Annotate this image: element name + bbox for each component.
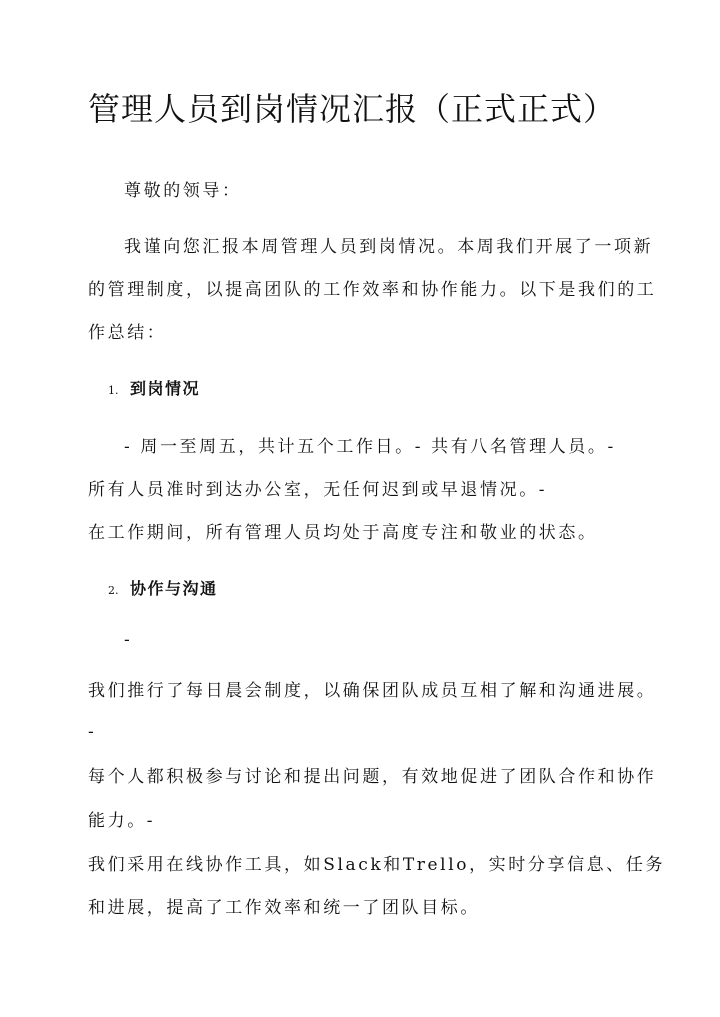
section-1-line-3: 在工作期间，所有管理人员均处于高度专注和敬业的状态。 xyxy=(88,523,598,543)
section-heading-collaboration xyxy=(108,576,218,599)
section-heading-attendance xyxy=(108,376,200,399)
section-number: 1. xyxy=(108,384,119,397)
intro-line-2: 的管理制度，以提高团队的工作效率和协作能力。以下是我们的工 xyxy=(88,280,657,300)
section-2-line-5: 能力。- xyxy=(88,811,156,831)
section-title: 协作与沟通 xyxy=(130,579,218,598)
section-title: 到岗情况 xyxy=(130,379,201,398)
section-2-line-7: 和进展，提高了工作效率和统一了团队目标。 xyxy=(88,898,480,918)
section-2-line-4: 每个人都积极参与讨论和提出问题，有效地促进了团队合作和协作 xyxy=(88,767,657,787)
section-2-line-2: 我们推行了每日晨会制度，以确保团队成员互相了解和沟通进展。 xyxy=(88,681,657,701)
section-2-line-1: - xyxy=(124,630,133,650)
salutation: 尊敬的领导： xyxy=(124,181,242,201)
section-1-line-1: - 周一至周五，共计五个工作日。- 共有八名管理人员。- xyxy=(124,437,616,457)
intro-line-3: 作总结： xyxy=(88,323,167,343)
intro-line-1: 我谨向您汇报本周管理人员到岗情况。本周我们开展了一项新 xyxy=(124,237,654,257)
section-2-line-6: 我们采用在线协作工具，如Slack和Trello，实时分享信息、任务 xyxy=(88,855,666,875)
document-title: 管理人员到岗情况汇报（正式正式） xyxy=(88,90,617,128)
section-1-line-2: 所有人员准时到达办公室，无任何迟到或早退情况。- xyxy=(88,480,548,500)
section-2-line-3: - xyxy=(88,722,97,742)
section-number: 2. xyxy=(108,584,119,597)
